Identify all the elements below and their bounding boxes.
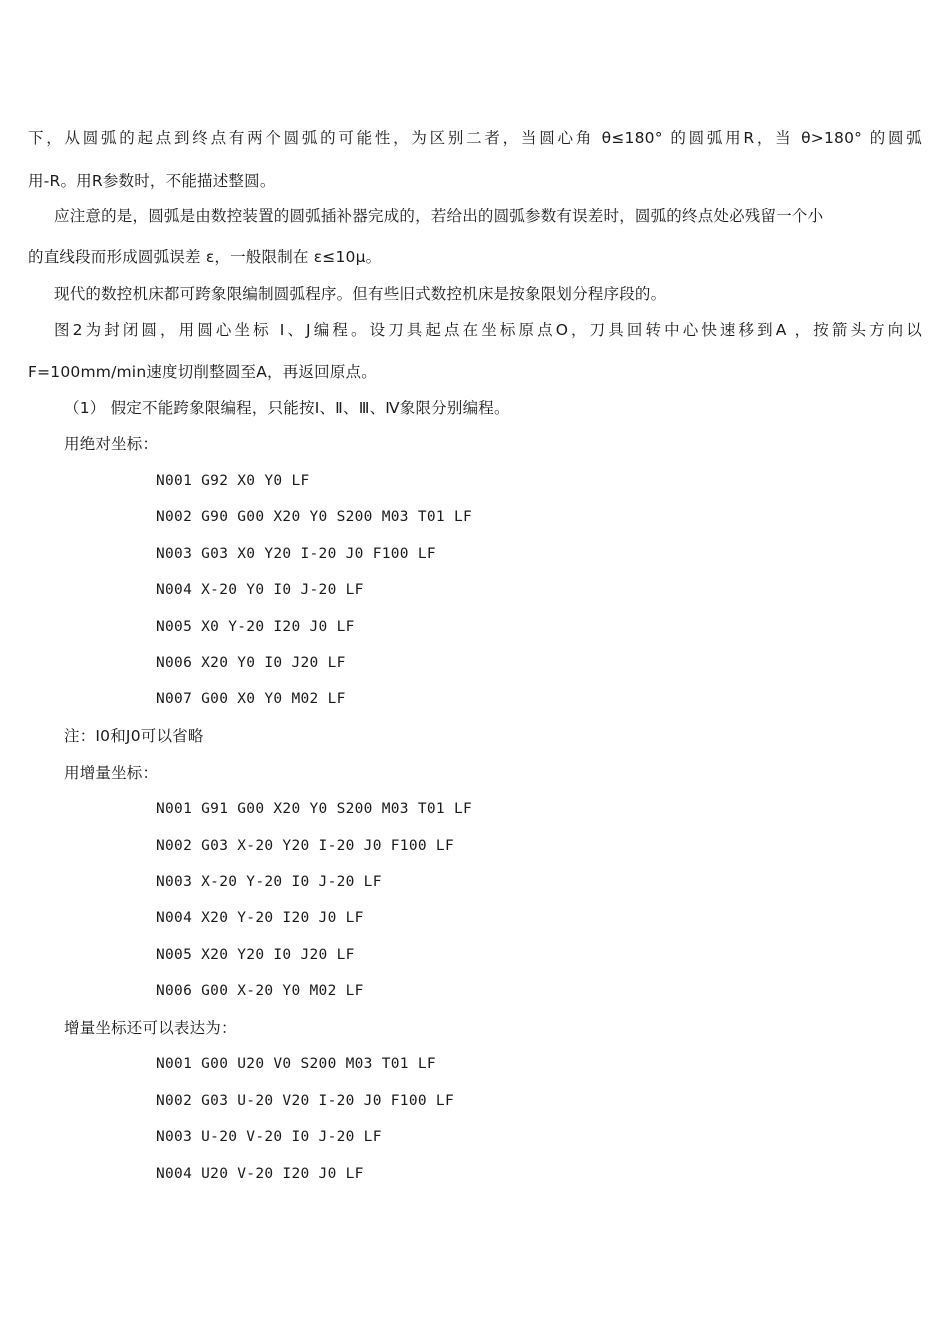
code-line: N003 X-20 Y-20 I0 J-20 LF — [156, 874, 382, 890]
code-line: N002 G90 G00 X20 Y0 S200 M03 T01 LF — [156, 509, 473, 525]
code-line: N001 G92 X0 Y0 LF — [156, 473, 310, 489]
code-line: N004 X20 Y-20 I20 J0 LF — [156, 910, 364, 926]
paragraph-arc-radius-line-2: 用-R。用R参数时，不能描述整圆。 — [28, 172, 276, 190]
paragraph-quadrant-note: 现代的数控机床都可跨象限编制圆弧程序。但有些旧式数控机床是按象限划分程序段的。 — [54, 285, 667, 303]
note-omit-i0-j0: 注：I0和J0可以省略 — [64, 727, 204, 745]
paragraph-arc-error-line-2: 的直线段而形成圆弧误差 ε，一般限制在 ε≤10μ。 — [28, 248, 382, 266]
code-line: N002 G03 X-20 Y20 I-20 J0 F100 LF — [156, 838, 454, 854]
heading-incremental-coordinates: 用增量坐标： — [64, 764, 159, 782]
code-line: N006 X20 Y0 I0 J20 LF — [156, 655, 346, 671]
code-line: N007 G00 X0 Y0 M02 LF — [156, 691, 346, 707]
code-line: N002 G03 U-20 V20 I-20 J0 F100 LF — [156, 1093, 454, 1109]
paragraph-figure2-line-2: F=100mm/min速度切削整圆至A，再返回原点。 — [28, 363, 377, 381]
code-line: N005 X20 Y20 I0 J20 LF — [156, 947, 355, 963]
code-line: N001 G00 U20 V0 S200 M03 T01 LF — [156, 1056, 436, 1072]
heading-incremental-alt: 增量坐标还可以表达为： — [64, 1019, 237, 1037]
code-line: N001 G91 G00 X20 Y0 S200 M03 T01 LF — [156, 801, 473, 817]
heading-absolute-coordinates: 用绝对坐标： — [64, 435, 159, 453]
code-line: N003 U-20 V-20 I0 J-20 LF — [156, 1129, 382, 1145]
paragraph-figure2-line-1: 图2为封闭圆，用圆心坐标 I、J编程。设刀具起点在坐标原点O，刀具回转中心快速移到A ，按箭头方向以 — [54, 321, 922, 339]
code-line: N004 X-20 Y0 I0 J-20 LF — [156, 582, 364, 598]
paragraph-arc-error-line-1: 应注意的是，圆弧是由数控装置的圆弧插补器完成的，若给出的圆弧参数有误差时，圆弧的终点处必残留一个小 — [54, 207, 824, 225]
paragraph-arc-radius-line-1: 下，从圆弧的起点到终点有两个圆弧的可能性，为区别二者，当圆心角 θ≤180° 的圆弧用R，当 θ>180° 的圆弧 — [28, 129, 922, 147]
code-line: N004 U20 V-20 I20 J0 LF — [156, 1166, 364, 1182]
code-line: N003 G03 X0 Y20 I-20 J0 F100 LF — [156, 546, 436, 562]
code-line: N005 X0 Y-20 I20 J0 LF — [156, 619, 355, 635]
paragraph-assumption-1: （1） 假定不能跨象限编程，只能按Ⅰ、Ⅱ、Ⅲ、Ⅳ象限分别编程。 — [64, 399, 510, 417]
code-line: N006 G00 X-20 Y0 M02 LF — [156, 983, 364, 999]
